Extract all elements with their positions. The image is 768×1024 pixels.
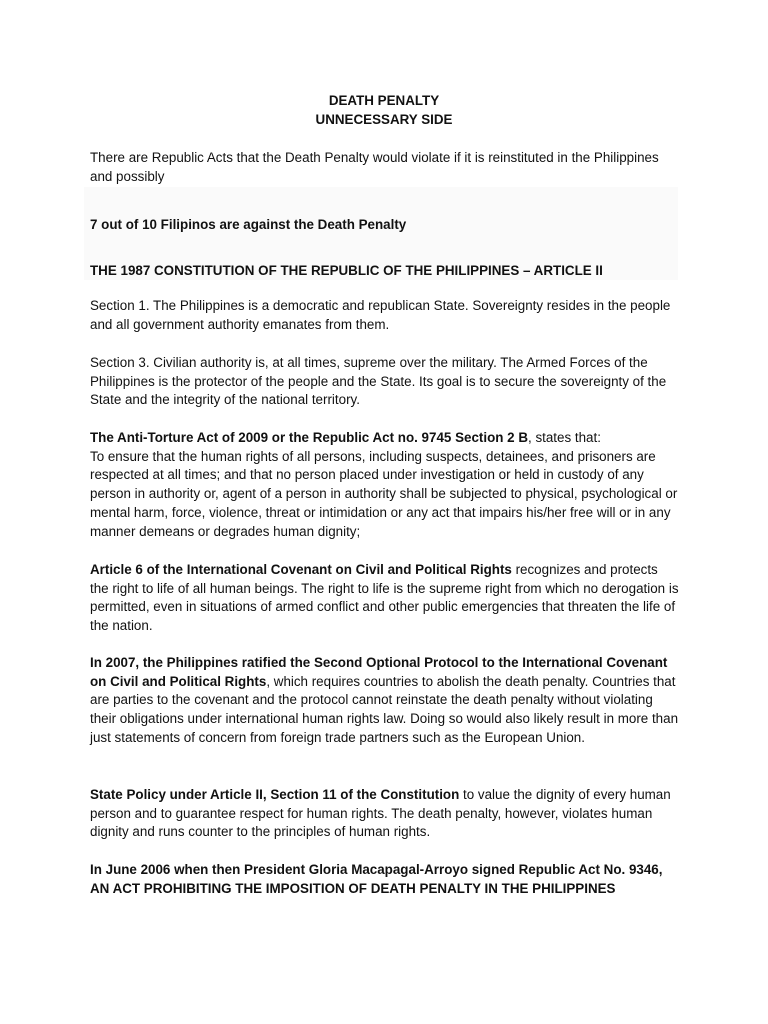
state-policy-body: to value the dignity of every human person and to guarantee respect for human rights. The death penalty, however, violates human dignity and runs counter to the principles of human rights. [90, 787, 671, 840]
constitution-heading [90, 262, 680, 281]
document-title: DEATH PENALTY [328, 93, 440, 108]
article-6-body: recognizes and protects the right to life of all human beings. The right to life is the supreme right from which no derogation is permitted, even in situations of armed conflict and other public emergencies that threaten the life of the nation. [90, 562, 679, 634]
document-subtitle: UNNECESSARY SIDE [315, 112, 453, 127]
state-policy-title: State Policy under Article II, Section 11 of the Constitution [90, 787, 460, 802]
optional-protocol-paragraph [90, 654, 680, 748]
anti-torture-act-title: The Anti-Torture Act of 2009 or the Republic Act no. 9745 Section 2 B [90, 430, 528, 445]
state-policy-paragraph [90, 786, 680, 842]
statistic-heading-text: 7 out of 10 Filipinos are against the Death Penalty [90, 217, 407, 232]
constitution-heading-text: THE 1987 CONSTITUTION OF THE REPUBLIC OF THE PHILIPPINES – ARTICLE II [90, 263, 603, 278]
ra-9346-text: In June 2006 when then President Gloria Macapagal-Arroyo signed Republic Act No. 9346, AN ACT PROHIBITING THE IMPOSITION OF DEATH PENALTY IN THE PHILIPPINES [90, 862, 663, 896]
anti-torture-intro: , states that: [528, 430, 601, 445]
ra-9346-paragraph [90, 861, 680, 898]
optional-protocol-body: , which requires countries to abolish the death penalty. Countries that are parties to the covenant and the protocol cannot reinstate the death penalty without violating their obligations under international human rights law. Doing so would also likely result in more than just statements of concern from foreign trade partners such as the European Union. [90, 673, 679, 745]
article-6-title: Article 6 of the International Covenant on Civil and Political Rights [90, 562, 512, 577]
article-6-paragraph [90, 561, 680, 636]
intro-paragraph: There are Republic Acts that the Death Penalty would violate if it is reinstituted in the Philippines and possibly [90, 150, 659, 184]
section-3-paragraph: Section 3. Civilian authority is, at all times, supreme over the military. The Armed Forces of the Philippines is the protector of the people and the State. Its goal is to secure the sovereignty of the State and the integrity of the national territory. [90, 355, 667, 408]
section-1-paragraph: Section 1. The Philippines is a democratic and republican State. Sovereignty resides in the people and all government authority emanates from them. [90, 298, 671, 332]
statistic-heading [90, 216, 680, 235]
anti-torture-body: To ensure that the human rights of all persons, including suspects, detainees, and prisoners are respected at all times; and that no person placed under investigation or held in custody of any person in authority or, agent of a person in authority shall be subjected to physical, psychological or mental harm, force, violence, threat or intimidation or any act that impairs his/her free will or in any manner demeans or degrades human dignity; [90, 448, 678, 539]
anti-torture-paragraph [90, 429, 680, 541]
optional-protocol-title: In 2007, the Philippines ratified the Second Optional Protocol to the International Covenant on Civil and Political Rights [90, 655, 668, 689]
